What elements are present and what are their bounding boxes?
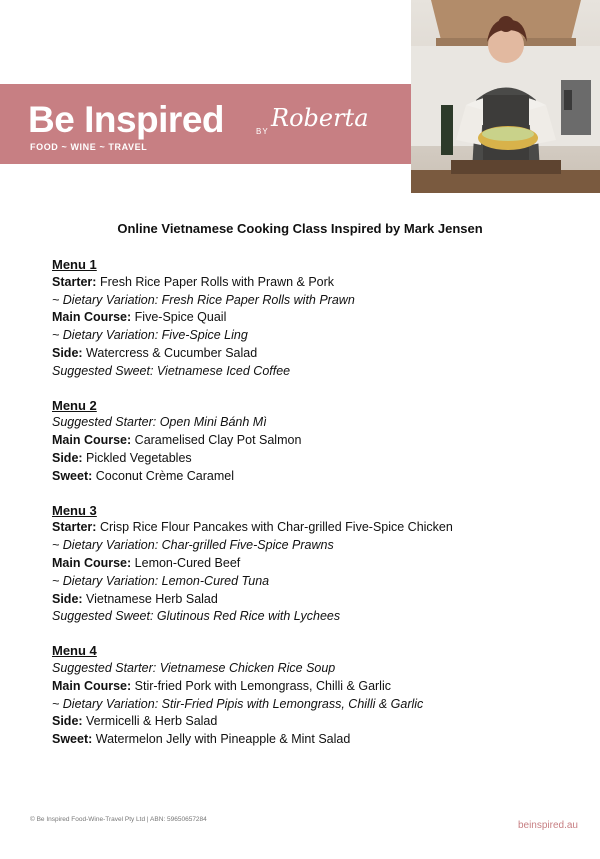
course-label: Main Course: <box>52 678 132 693</box>
course-item: Lemon-Cured Beef <box>131 555 241 570</box>
course-label: Main Course: <box>52 555 132 570</box>
footer-copyright: © Be Inspired Food-Wine-Travel Pty Ltd | ABN: 59650657284 <box>30 816 207 823</box>
course-label: Side: <box>52 591 83 606</box>
course-label: Starter: <box>52 520 97 535</box>
dietary-variation: ~ Dietary Variation: Lemon-Cured Tuna <box>52 573 270 588</box>
course-item: Watermelon Jelly with Pineapple & Mint Salad <box>92 732 351 747</box>
brand-tagline: FOOD ~ WINE ~ TRAVEL <box>30 142 148 152</box>
course-label: Main Course: <box>52 310 132 325</box>
menu-4 <box>52 642 572 749</box>
suggested-starter: Suggested Starter: Open Mini Bánh Mì <box>52 415 267 430</box>
menu-3 <box>52 502 572 627</box>
suggested-sweet: Suggested Sweet: Glutinous Red Rice with Lychees <box>52 609 341 624</box>
menu-2 <box>52 397 572 486</box>
suggested-sweet: Suggested Sweet: Vietnamese Iced Coffee <box>52 363 291 378</box>
course-item: Crisp Rice Flour Pancakes with Char-grilled Five-Spice Chicken <box>96 520 453 535</box>
course-item: Coconut Crème Caramel <box>92 468 235 483</box>
dietary-variation: ~ Dietary Variation: Char-grilled Five-Spice Prawns <box>52 538 334 553</box>
course-label: Side: <box>52 345 83 360</box>
course-label: Sweet: <box>52 468 93 483</box>
course-label: Main Course: <box>52 433 132 448</box>
course-item: Stir-fried Pork with Lemongrass, Chilli & Garlic <box>131 678 391 693</box>
suggested-starter: Suggested Starter: Vietnamese Chicken Rice Soup <box>52 660 336 675</box>
menu-1 <box>52 256 572 381</box>
course-item: Vietnamese Herb Salad <box>82 591 218 606</box>
course-item: Caramelised Clay Pot Salmon <box>131 433 302 448</box>
brand-name: Be Inspired <box>28 99 224 140</box>
brand-signature: Roberta <box>271 104 369 132</box>
page-title: Online Vietnamese Cooking Class Inspired by Mark Jensen <box>117 221 483 236</box>
menu-list <box>52 256 572 765</box>
course-label: Side: <box>52 714 83 729</box>
course-item: Vermicelli & Herb Salad <box>82 714 218 729</box>
dietary-variation: ~ Dietary Variation: Five-Spice Ling <box>52 328 248 343</box>
course-item: Pickled Vegetables <box>82 450 192 465</box>
course-item: Fresh Rice Paper Rolls with Prawn & Pork <box>96 274 335 289</box>
dietary-variation: ~ Dietary Variation: Stir-Fried Pipis with Lemongrass, Chilli & Garlic <box>52 696 424 711</box>
menu-heading: Menu 3 <box>52 502 97 518</box>
course-item: Five-Spice Quail <box>131 310 227 325</box>
brand-by: BY <box>256 127 269 136</box>
course-label: Sweet: <box>52 732 93 747</box>
menu-heading: Menu 1 <box>52 257 97 272</box>
dietary-variation: ~ Dietary Variation: Fresh Rice Paper Rolls with Prawn <box>52 292 355 307</box>
course-item: Watercress & Cucumber Salad <box>82 345 258 360</box>
menu-heading: Menu 2 <box>52 397 97 413</box>
menu-heading: Menu 4 <box>52 643 97 659</box>
course-label: Side: <box>52 450 83 465</box>
course-label: Starter: <box>52 274 97 289</box>
chef-photo <box>411 0 600 193</box>
footer-website-link[interactable]: beinspired.au <box>517 820 578 831</box>
